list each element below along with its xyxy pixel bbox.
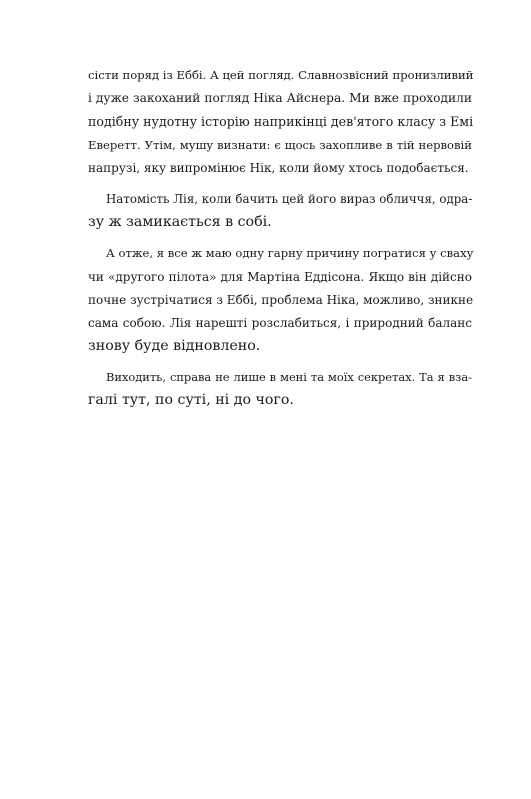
text-line: напрузі, яку випромінює Нік, коли йому хтось подобається. [88,160,469,175]
paragraph-3 [88,242,472,358]
text-line: почне зустрічатися з Еббі, проблема Ніка, можливо, зникне [88,292,474,307]
text-line: знову буде відновлено. [88,338,261,355]
text-line: сісти поряд із Еббі. А цей погляд. Славнозвісний пронизливий [88,68,474,82]
paragraph-4 [88,366,472,412]
text-line: сама собою. Лія нарешті розслабиться, і природний баланс [88,315,472,330]
text-line: Еверетт. Утім, мушу визнати: є щось захопливе в тій нервовій [88,137,472,152]
text-line: зу ж замикається в собі. [88,214,272,231]
text-line: подібну нудотну історію наприкінці дев'ятого класу з Емі [88,114,474,130]
paragraph-1 [88,64,472,180]
text-line: чи «другого пілота» для Мартіна Еддісона. Якщо він дійсно [88,269,472,284]
paragraph-2 [88,188,472,234]
body-text [88,64,472,421]
text-line: галі тут, по суті, ні до чого. [88,392,294,409]
text-line: і дуже закоханий погляд Ніка Айснера. Ми вже проходили [88,91,472,106]
text-line: Виходить, справа не лише в мені та моїх секретах. Та я вза- [106,370,472,385]
text-line: Натомість Лія, коли бачить цей його вираз обличчя, одра- [106,191,473,206]
text-line: А отже, я все ж маю одну гарну причину погратися у сваху [106,246,474,261]
